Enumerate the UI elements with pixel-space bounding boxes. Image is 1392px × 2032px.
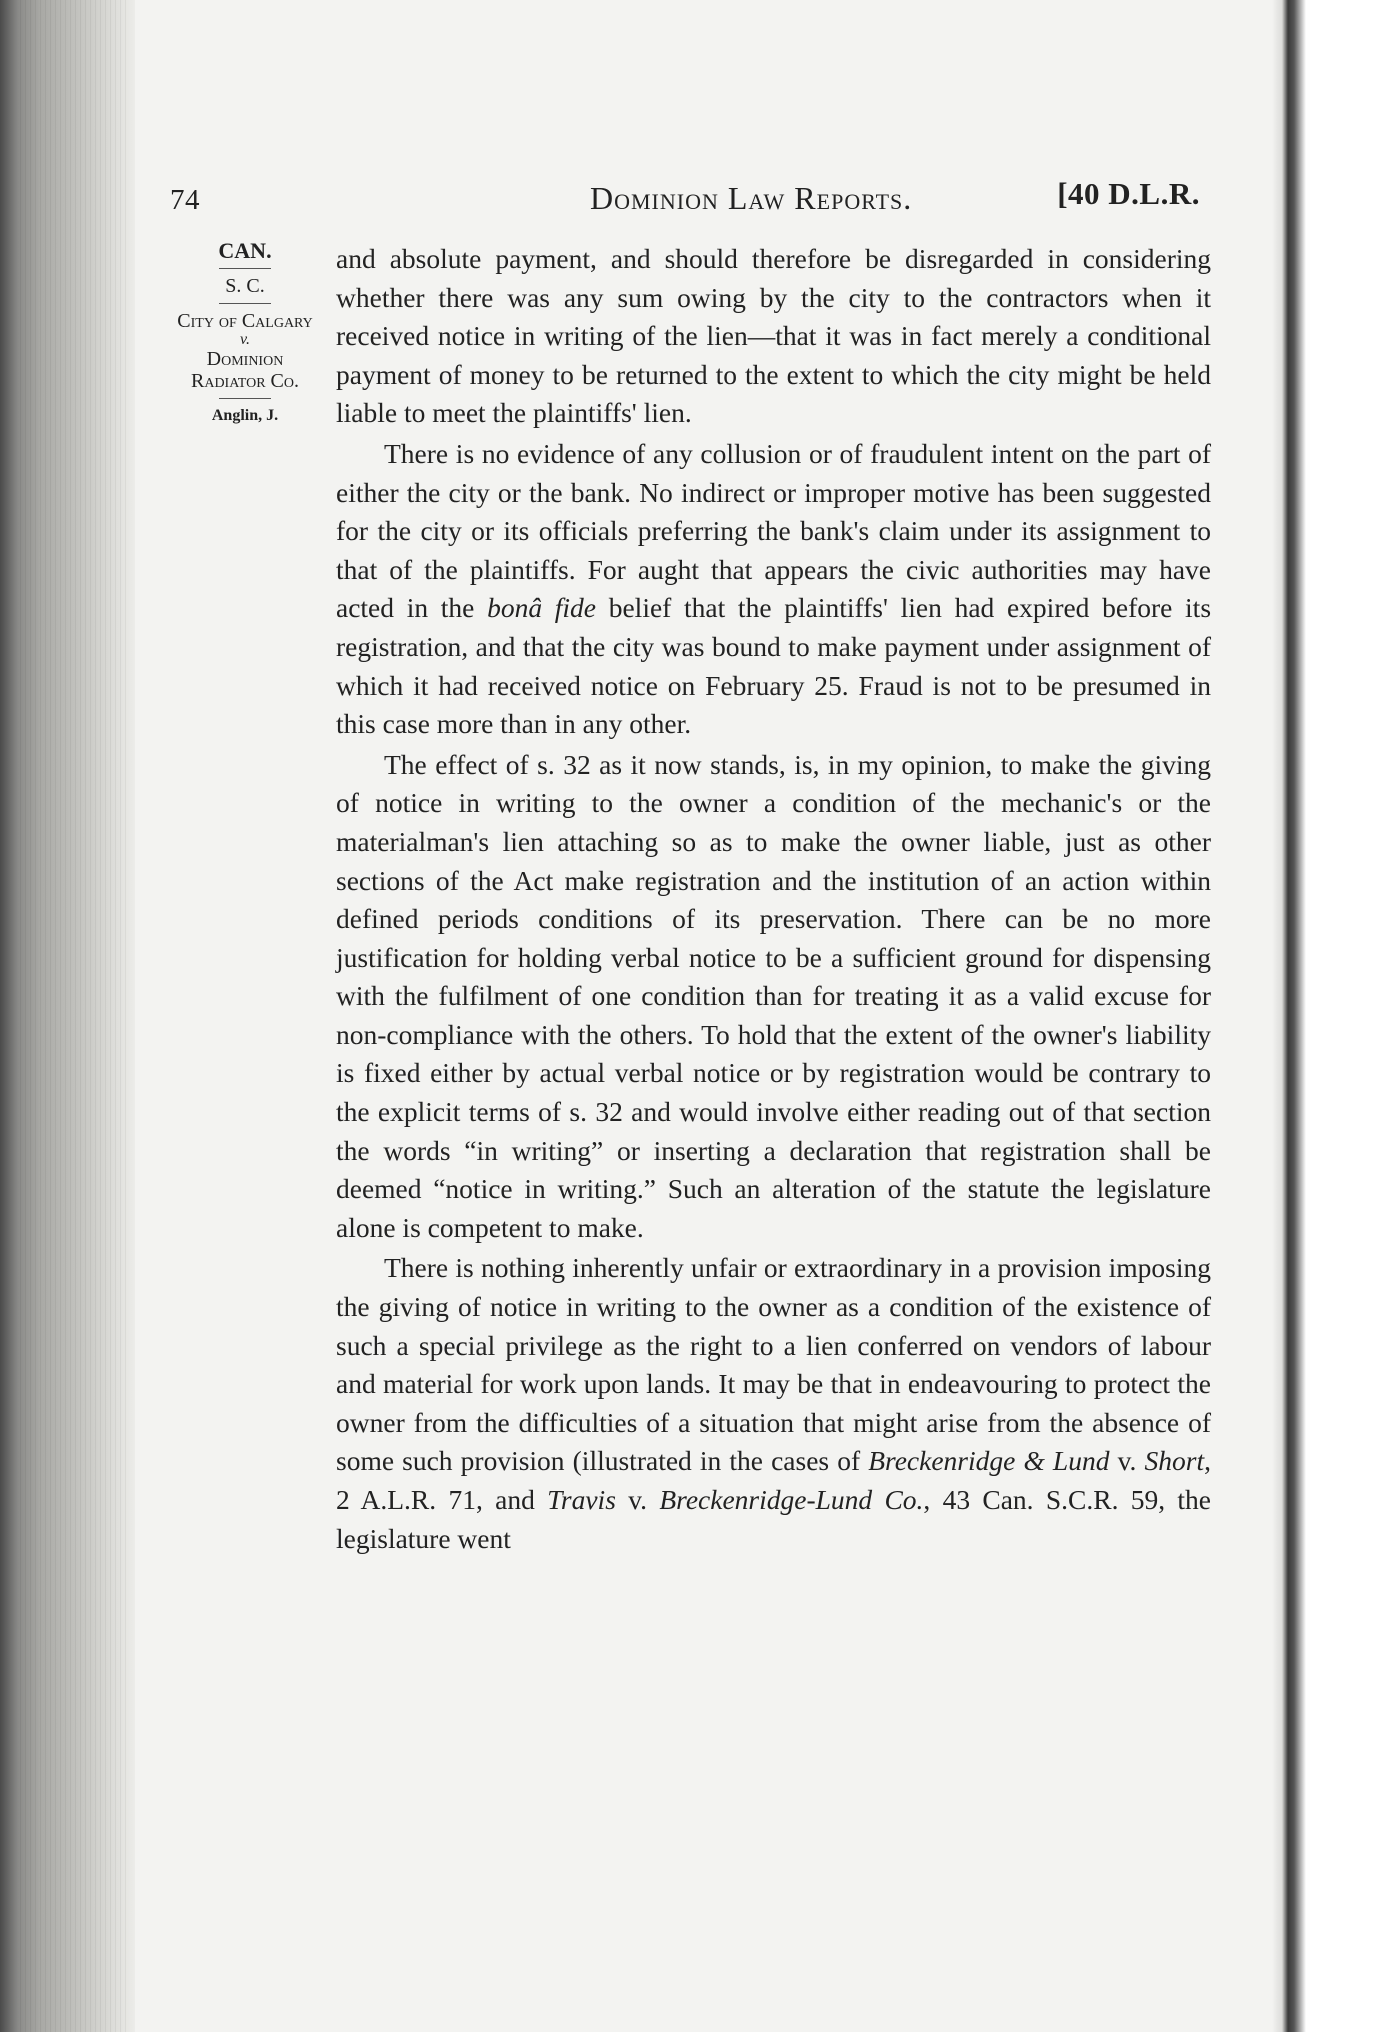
- case-citation: Short: [1144, 1445, 1205, 1477]
- paragraph-text: , 2 A.L.R. 71, and: [336, 1445, 1212, 1515]
- case-citation: v.: [628, 1484, 648, 1515]
- case-citation: Breckenridge & Lund: [868, 1445, 1110, 1477]
- versus-label: v.: [240, 331, 250, 348]
- divider: [219, 268, 271, 269]
- italic-term: bonâ fide: [487, 592, 597, 624]
- case-party-1: City of Calgary: [177, 310, 313, 332]
- margin-note: [170, 240, 320, 427]
- book-cover-edge: [1272, 0, 1392, 2032]
- page-edge-lines: [20, 0, 130, 2032]
- judge-label: Anglin, J.: [211, 407, 279, 424]
- paragraph-text: There is no evidence of any collusion or of fraudulent intent on the part of either the city or the bank. No indirect or improper motive has been suggested for the city or its officials preferring the bank's claim under its assignment to that of the plaintiffs. For aught that appears the civic authorities may have acted in the: [336, 437, 1211, 624]
- divider: [219, 303, 271, 304]
- paragraph: [336, 435, 1211, 744]
- paragraph-text: belief that the plaintiffs' lien had expired before its registration, and that the city was bound to make payment under assignment of which it had received notice on February 25. Fraud is not to be presumed in this case more than in any other.: [336, 592, 1212, 740]
- case-citation: v.: [1117, 1445, 1137, 1477]
- paragraph-text: , 43 Can. S.C.R. 59, the legislature went: [336, 1484, 1212, 1554]
- case-citation: Breckenridge-Lund Co.: [659, 1484, 924, 1515]
- paragraph-text: There is nothing inherently unfair or extraordinary in a provision imposing the giving of notice in writing to the owner as a condition of the existence of such a special privilege as the right to a lien conferred on vendors of labour and material for work upon lands. It may be that in endeavouring to protect the owner from the difficulties of a situation that might arise from the absence of some such provision (illustrated in the cases of: [336, 1252, 1211, 1477]
- case-party-2: Dominion Radiator Co.: [191, 348, 299, 392]
- court-label: CAN.: [218, 238, 272, 263]
- paragraph: [336, 1249, 1211, 1558]
- division-label: S. C.: [225, 275, 265, 297]
- divider: [219, 398, 271, 399]
- running-head: [160, 172, 1200, 222]
- volume-reference: [40 D.L.R.: [1057, 176, 1200, 211]
- paragraph: The effect of s. 32 as it now stands, is, in my opinion, to make the giving of notice in writing to the owner a condition of the mechanic's or the materialman's lien attaching so as to make the owner liable, just as other sections of the Act make registration and the institution of an action within defined periods conditions of its preservation. There can be no more justification for holding verbal notice to be a sufficient ground for dispensing with the fulfilment of one condition than for treating it as a valid excuse for non-compliance with the others. To hold that the extent of the owner's liability is fixed either by actual verbal notice or by registration would be contrary to the explicit terms of s. 32 and would involve either reading out of that section the words “in writing” or inserting a declaration that registration shall be deemed “notice in writing.” Such an alteration of the statute the legislature alone is competent to make.: [336, 748, 1211, 1243]
- paragraph: and absolute payment, and should therefore be disregarded in considering whether there was any sum owing by the city to the contractors when it received notice in writing of the lien—that it was in fact merely a conditional payment of money to be returned to the extent to which the city might be held liable to meet the plaintiffs' lien.: [336, 243, 1211, 429]
- body-text: [336, 240, 1211, 1558]
- case-citation: Travis: [547, 1484, 616, 1515]
- journal-title: Dominion Law Reports.: [590, 180, 913, 216]
- page-number: 74: [170, 184, 200, 216]
